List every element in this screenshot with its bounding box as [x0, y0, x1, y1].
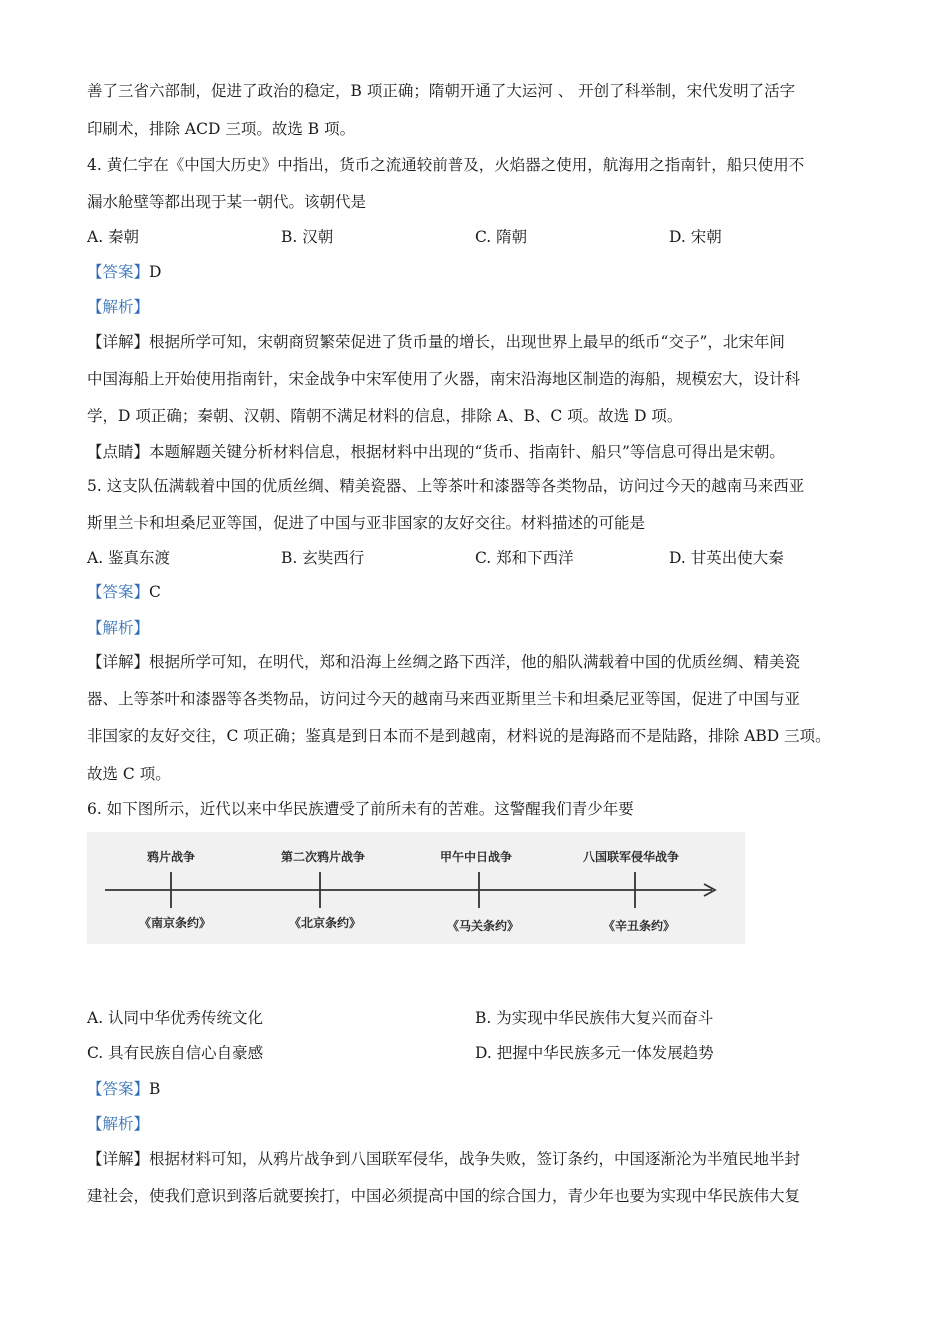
- option-d: D. 宋朝: [669, 228, 722, 246]
- question-4-stem: 漏水舱壁等都出现于某一朝代。该朝代是: [87, 193, 367, 211]
- detail-line: 【详解】根据材料可知，从鸦片战争到八国联军侵华，战争失败，签订条约，中国逐渐沦为半殖民地半封: [87, 1150, 801, 1168]
- analysis-tag: 【解析】: [87, 1115, 150, 1133]
- war-label: 第二次鸦片战争: [280, 850, 366, 864]
- detail-line: 故选 C 项。: [87, 765, 171, 783]
- treaty-label: 《北京条约》: [288, 916, 362, 930]
- question-6-stem: 6. 如下图所示，近代以来中华民族遭受了前所未有的苦难。这警醒我们青少年要: [87, 800, 634, 818]
- option-c: C. 郑和下西洋: [475, 549, 574, 567]
- option-c: C. 隋朝: [475, 228, 528, 246]
- treaty-label: 《马关条约》: [446, 919, 520, 933]
- answer-line: [87, 262, 161, 282]
- option-c: C. 具有民族自信心自豪感: [87, 1044, 264, 1062]
- detail-line: 建社会，使我们意识到落后就要挨打，中国必须提高中国的综合国力，青少年也要为实现中华民族伟大复: [87, 1187, 801, 1205]
- detail-line: 器、上等茶叶和漆器等各类物品，访问过今天的越南马来西亚斯里兰卡和坦桑尼亚等国，促进了中国与亚: [87, 690, 801, 708]
- treaty-label: 《辛丑条约》: [602, 919, 676, 933]
- detail-tag: 【详解】: [87, 333, 150, 351]
- option-b: B. 玄奘西行: [281, 549, 365, 567]
- answer-tag: 【答案】: [87, 1080, 150, 1098]
- answer-tag: 【答案】: [87, 263, 150, 281]
- question-5-stem: 5. 这支队伍满载着中国的优质丝绸、精美瓷器、上等茶叶和漆器等各类物品，访问过今天的越南马来西亚: [87, 477, 805, 495]
- timeline-figure: [87, 832, 745, 944]
- option-b: B. 汉朝: [281, 228, 334, 246]
- analysis-tag: 【解析】: [87, 619, 150, 637]
- text-line: 善了三省六部制，促进了政治的稳定，B 项正确；隋朝开通了大运河 、 开创了科举制，宋代发明了活字: [87, 82, 796, 100]
- detail-line: 中国海船上开始使用指南针，宋金战争中宋军使用了火器，南宋沿海地区制造的海船，规模宏大，设计科: [87, 370, 801, 388]
- detail-line: 非国家的友好交往，C 项正确；鉴真是到日本而不是到越南，材料说的是海路而不是陆路，排除 ABD 三项。: [87, 727, 831, 745]
- detail-line: 学，D 项正确；秦朝、汉朝、隋朝不满足材料的信息，排除 A、B、C 项。故选 D 项。: [87, 407, 683, 425]
- detail-line: 【详解】根据所学可知，在明代，郑和沿海上丝绸之路下西洋，他的船队满载着中国的优质丝绸、精美瓷: [87, 653, 801, 671]
- answer-value: B: [149, 1080, 161, 1098]
- option-b: B. 为实现中华民族伟大复兴而奋斗: [475, 1009, 714, 1027]
- detail-tag: 【详解】: [87, 653, 150, 671]
- war-label: 甲午中日战争: [439, 850, 513, 864]
- answer-line: [87, 582, 161, 602]
- text-line: 印刷术，排除 ACD 三项。故选 B 项。: [87, 120, 356, 138]
- comment-tag: 【点睛】: [87, 443, 150, 461]
- question-5-stem: 斯里兰卡和坦桑尼亚等国，促进了中国与亚非国家的友好交往。材料描述的可能是: [87, 514, 646, 532]
- option-d: D. 甘英出使大秦: [669, 549, 784, 567]
- answer-value: D: [149, 263, 162, 281]
- option-d: D. 把握中华民族多元一体发展趋势: [475, 1044, 714, 1062]
- war-label: 鸦片战争: [146, 850, 196, 864]
- answer-value: C: [149, 583, 161, 601]
- detail-line: 【详解】根据所学可知，宋朝商贸繁荣促进了货币量的增长，出现世界上最早的纸币“交子”，北宋年间: [87, 333, 785, 351]
- option-a: A. 鉴真东渡: [87, 549, 171, 567]
- option-a: A. 认同中华优秀传统文化: [87, 1009, 264, 1027]
- answer-line: [87, 1079, 160, 1099]
- comment-line: 【点睛】本题解题关键分析材料信息，根据材料中出现的“货币、指南针、船只”等信息可得出是宋朝。: [87, 443, 785, 461]
- option-a: A. 秦朝: [87, 228, 140, 246]
- answer-tag: 【答案】: [87, 583, 150, 601]
- detail-tag: 【详解】: [87, 1150, 150, 1168]
- treaty-label: 《南京条约》: [138, 916, 212, 930]
- question-4-stem: 4. 黄仁宇在《中国大历史》中指出，货币之流通较前普及，火焰器之使用，航海用之指南针，船只使用不: [87, 156, 805, 174]
- analysis-tag: 【解析】: [87, 298, 150, 316]
- war-label: 八国联军侵华战争: [582, 850, 680, 864]
